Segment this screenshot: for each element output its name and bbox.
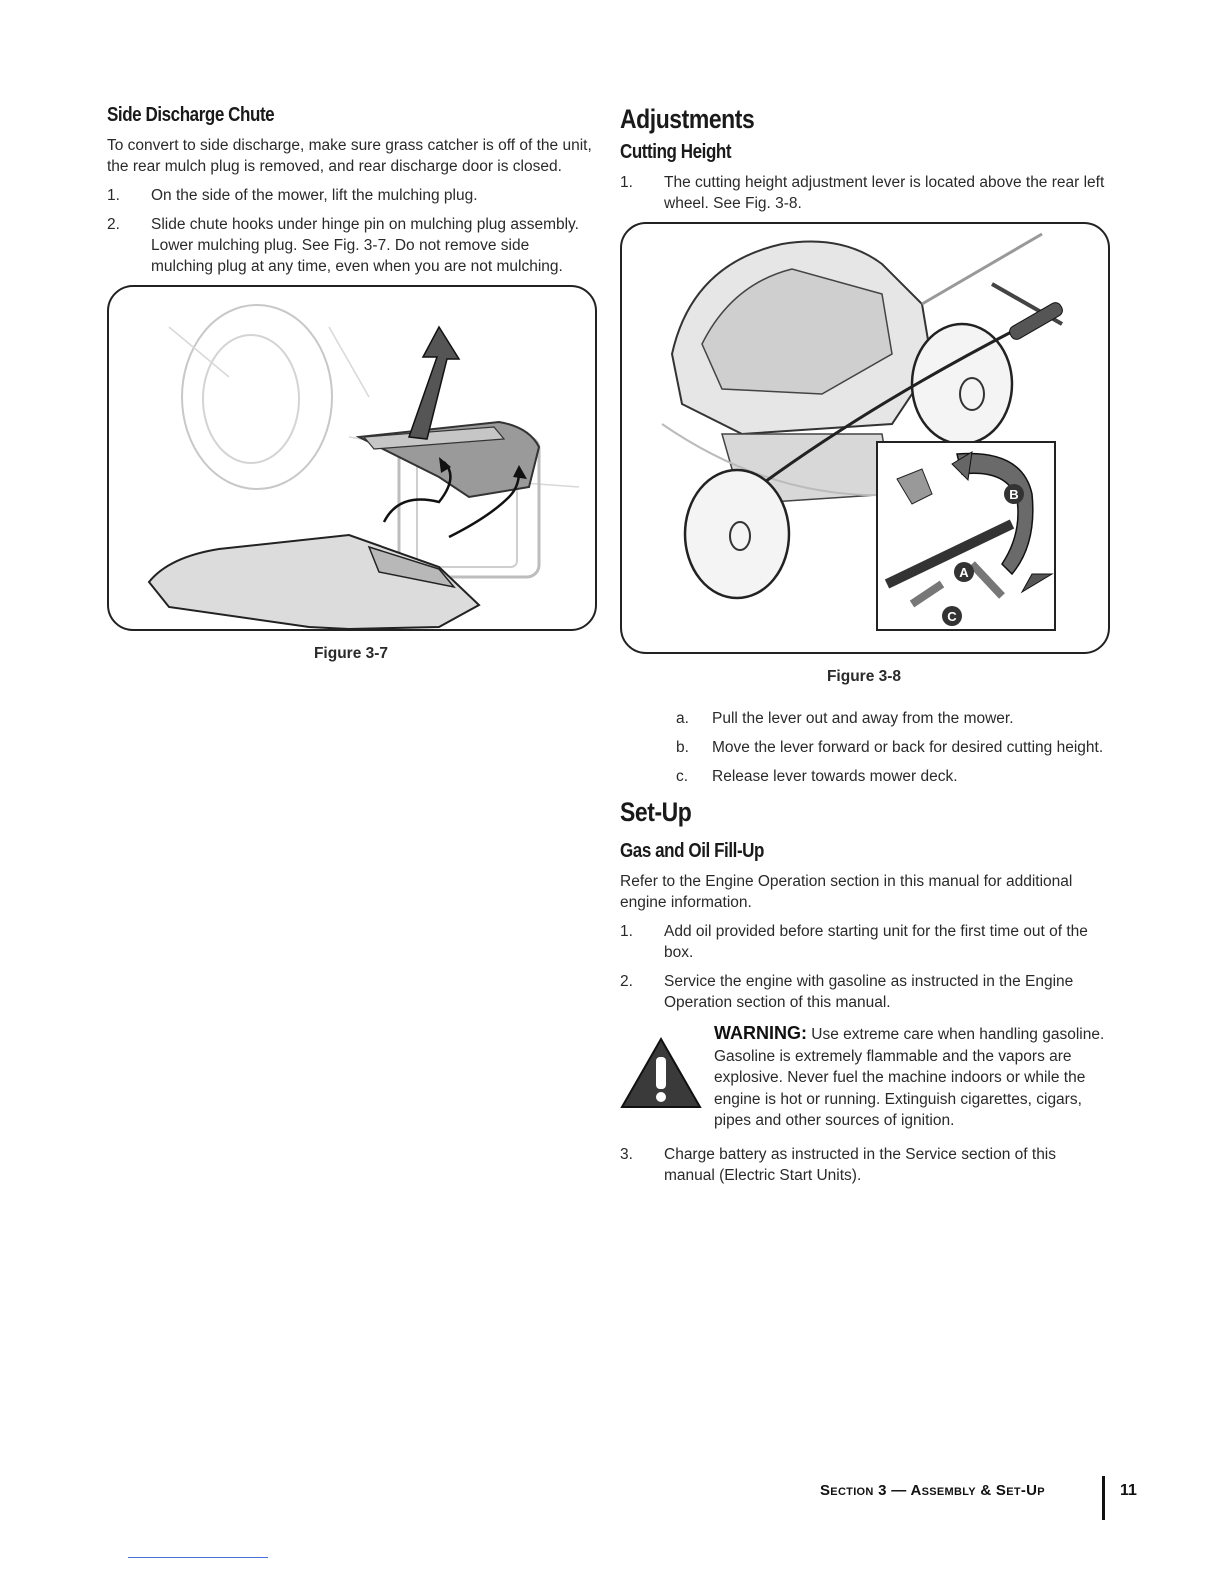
right-column <box>620 104 1108 1194</box>
cutting-height-heading: Cutting Height <box>620 141 732 163</box>
side-discharge-heading: Side Discharge Chute <box>107 104 275 126</box>
setup-heading: Set-Up <box>620 797 692 827</box>
cutting-height-substeps <box>620 708 1108 787</box>
warning-label: WARNING: <box>714 1023 807 1043</box>
list-item: 1. On the side of the mower, lift the mulching plug. <box>107 187 478 204</box>
list-item: c. Release lever towards mower deck. <box>676 768 958 785</box>
page-number: 11 <box>1120 1482 1137 1499</box>
scan-artifact-line <box>128 1557 268 1558</box>
figure-3-8-caption: Figure 3-8 <box>826 668 902 685</box>
gas-oil-steps <box>620 921 1108 1013</box>
side-discharge-steps <box>107 185 595 277</box>
list-item: a. Pull the lever out and away from the mower. <box>676 710 1014 727</box>
list-item: 3. Charge battery as instructed in the Service section of this manual (Electric Start Units). <box>620 1145 1057 1184</box>
list-item: b. Move the lever forward or back for desired cutting height. <box>676 739 1104 756</box>
callout-b-label: B <box>1009 487 1019 502</box>
footer-divider <box>1102 1476 1105 1520</box>
callout-a-label: A <box>959 565 969 580</box>
left-column <box>107 104 595 663</box>
figure-3-7-caption: Figure 3-7 <box>313 645 389 662</box>
mulch-chute-drawing <box>109 287 595 629</box>
gas-oil-heading: Gas and Oil Fill-Up <box>620 840 764 862</box>
cutting-height-steps <box>620 172 1108 214</box>
gas-oil-intro: Refer to the Engine Operation section in this manual for additional engine information. <box>620 873 1073 911</box>
figure-3-7-illustration <box>107 285 597 631</box>
list-item: 2. Service the engine with gasoline as instructed in the Engine Operation section of this manual. <box>620 973 1074 1011</box>
page-footer <box>820 1476 1137 1516</box>
figure-3-8-illustration <box>620 222 1110 654</box>
list-item: 2. Slide chute hooks under hinge pin on mulching plug assembly. Lower mulching plug. See Fig. 3-7. Do not remove side mulching plug at any time, even when you are not mulching. <box>107 216 579 275</box>
mower-height-lever-drawing <box>622 224 1108 652</box>
list-item: 1. The cutting height adjustment lever is located above the rear left wheel. See Fig. 3-8. <box>620 174 1105 212</box>
gas-oil-steps-continued <box>620 1144 1108 1186</box>
warning-text: WARNING: Use extreme care when handling gasoline. Gasoline is extremely flammable and the vapors are explosive. Never fuel the machine indoors or while the engine is hot or running. Extinguish cigarettes, cigars, pipes and other sources of ignition. <box>714 1023 1105 1129</box>
side-discharge-intro: To convert to side discharge, make sure grass catcher is off of the unit, the rear mulch plug is removed, and rear discharge door is closed. <box>107 137 592 175</box>
warning-triangle-icon <box>620 1037 702 1109</box>
footer-section-label: Section 3 — Assembly & Set-Up <box>820 1482 1045 1499</box>
callout-c-label: C <box>947 609 957 624</box>
list-item: 1. Add oil provided before starting unit for the first time out of the box. <box>620 923 1088 961</box>
adjustments-heading: Adjustments <box>620 104 755 134</box>
warning-block <box>620 1023 1108 1132</box>
